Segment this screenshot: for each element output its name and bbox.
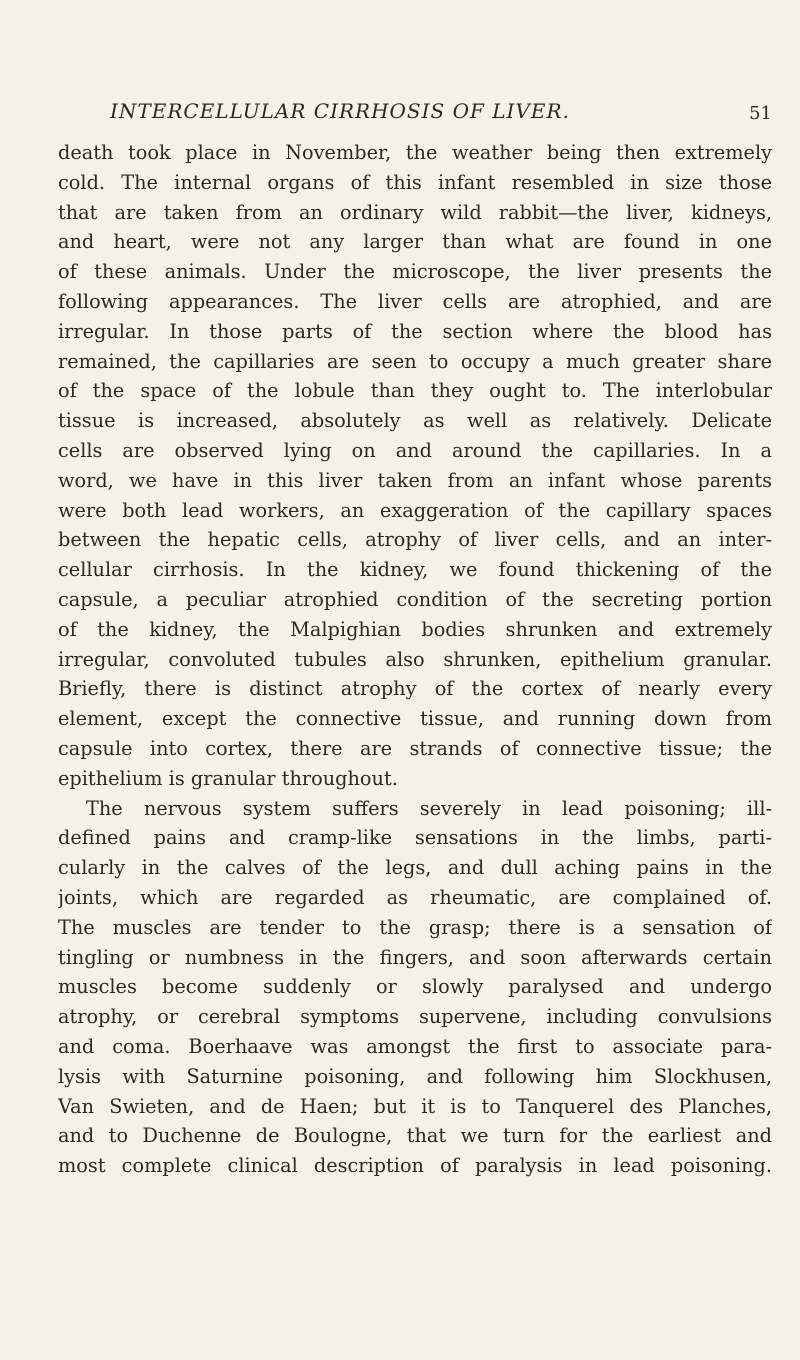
- text-line: remained, the capillaries are seen to occupy a much greater share: [58, 349, 772, 373]
- text-line: atrophy, or cerebral symptoms supervene, including convulsions: [58, 1005, 772, 1029]
- paragraph-start-line: The nervous system suffers severely in lead poisoning; ill-: [86, 796, 772, 820]
- text-line: lysis with Saturnine poisoning, and following him Slockhusen,: [58, 1064, 772, 1088]
- text-line: of the kidney, the Malpighian bodies shrunken and extremely: [58, 617, 772, 641]
- text-line: capsule, a peculiar atrophied condition of the secreting portion: [58, 587, 772, 611]
- text-line: following appearances. The liver cells are atrophied, and are: [58, 289, 772, 313]
- text-line: muscles become suddenly or slowly paralysed and undergo: [58, 975, 772, 999]
- text-line: The muscles are tender to the grasp; there is a sensation of: [58, 915, 772, 939]
- running-title: INTERCELLULAR CIRRHOSIS OF LIVER.: [110, 99, 570, 123]
- text-line: between the hepatic cells, atrophy of liver cells, and an inter-: [58, 528, 772, 552]
- text-line: capsule into cortex, there are strands of connective tissue; the: [58, 736, 772, 760]
- text-line: cellular cirrhosis. In the kidney, we found thickening of the: [58, 558, 772, 582]
- text-line: element, except the connective tissue, and running down from: [58, 707, 772, 731]
- body-text: [58, 138, 772, 1181]
- text-line: tissue is increased, absolutely as well as relatively. Delicate: [58, 409, 772, 433]
- text-line: cold. The internal organs of this infant resembled in size those: [58, 170, 772, 194]
- text-line: cularly in the calves of the legs, and dull aching pains in the: [58, 856, 772, 880]
- text-line: Van Swieten, and de Haen; but it is to Tanquerel des Planches,: [58, 1094, 772, 1118]
- text-line: irregular. In those parts of the section where the blood has: [58, 319, 772, 343]
- text-line: joints, which are regarded as rheumatic, are complained of.: [58, 885, 772, 909]
- text-line: word, we have in this liver taken from an infant whose parents: [58, 468, 772, 492]
- text-line: and heart, were not any larger than what are found in one: [58, 230, 772, 254]
- text-line: cells are observed lying on and around the capillaries. In a: [58, 438, 772, 462]
- page-number: 51: [749, 103, 772, 124]
- text-line: Briefly, there is distinct atrophy of the cortex of nearly every: [58, 677, 772, 701]
- text-line: defined pains and cramp-like sensations in the limbs, parti-: [58, 826, 772, 850]
- text-line: of these animals. Under the microscope, the liver presents the: [58, 260, 772, 284]
- text-line: and coma. Boerhaave was amongst the first to associate para-: [58, 1034, 772, 1058]
- paragraph-end-line: epithelium is granular throughout.: [58, 766, 398, 790]
- text-line: were both lead workers, an exaggeration of the capillary spaces: [58, 498, 772, 522]
- text-line: death took place in November, the weather being then extremely: [58, 141, 772, 164]
- text-line: of the space of the lobule than they ought to. The interlobular: [58, 379, 772, 403]
- text-line: tingling or numbness in the fingers, and soon afterwards certain: [58, 945, 772, 969]
- text-line: most complete clinical description of paralysis in lead poisoning.: [58, 1154, 772, 1178]
- running-head: [58, 99, 772, 129]
- text-line: that are taken from an ordinary wild rabbit—the liver, kidneys,: [58, 200, 772, 224]
- text-line: irregular, convoluted tubules also shrunken, epithelium granular.: [58, 647, 772, 671]
- text-line: and to Duchenne de Boulogne, that we turn for the earliest and: [58, 1124, 772, 1148]
